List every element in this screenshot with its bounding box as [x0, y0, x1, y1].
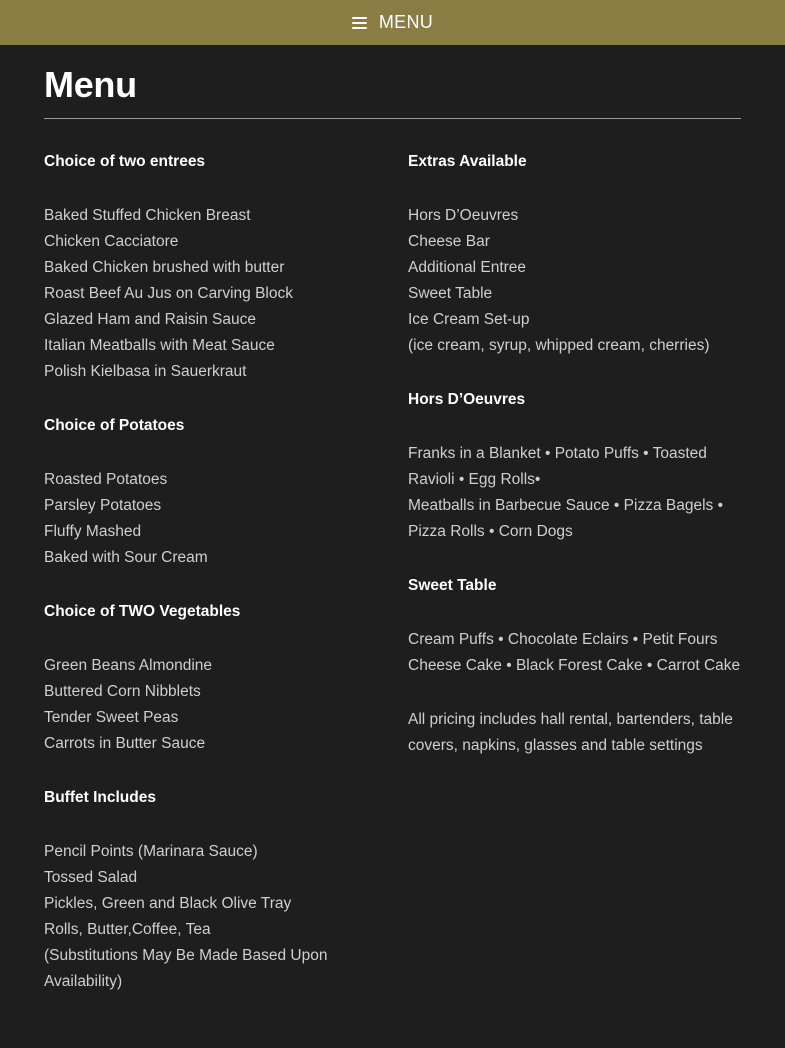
- list-item: Tender Sweet Peas: [44, 709, 179, 726]
- list-item: Roast Beef Au Jus on Carving Block: [44, 285, 293, 302]
- section-buffet-includes: [44, 785, 374, 995]
- list-item: Carrots in Butter Sauce: [44, 735, 206, 752]
- list-item: Cream Puffs • Chocolate Eclairs • Petit Fours: [408, 631, 718, 648]
- list-item: Parsley Potatoes: [44, 497, 162, 514]
- section-heading: Extras Available: [408, 153, 527, 170]
- list-item: Italian Meatballs with Meat Sauce: [44, 337, 275, 354]
- section-list: [408, 441, 743, 545]
- section-vegetables: [44, 599, 374, 757]
- list-item: (Substitutions May Be Made Based Upon Availability): [44, 947, 328, 990]
- list-item: Polish Kielbasa in Sauerkraut: [44, 363, 247, 380]
- list-item: Cheese Bar: [408, 233, 490, 250]
- list-item: Green Beans Almondine: [44, 657, 213, 674]
- section-list: [408, 627, 743, 679]
- list-item: Ice Cream Set-up: [408, 311, 530, 328]
- list-item: Tossed Salad: [44, 869, 138, 886]
- list-item: Roasted Potatoes: [44, 471, 168, 488]
- section-extras: [408, 149, 743, 359]
- section-heading: Hors D’Oeuvres: [408, 391, 526, 408]
- title-divider: [44, 118, 741, 119]
- list-item: Fluffy Mashed: [44, 523, 142, 540]
- list-item: Baked Stuffed Chicken Breast: [44, 207, 251, 224]
- list-item: Baked Chicken brushed with butter: [44, 259, 285, 276]
- section-list: [44, 467, 374, 571]
- list-item: Pickles, Green and Black Olive Tray: [44, 895, 292, 912]
- list-item: Pencil Points (Marinara Sauce): [44, 843, 258, 860]
- section-heading: Choice of two entrees: [44, 153, 206, 170]
- section-sweet-table: [408, 573, 743, 679]
- list-item: Baked with Sour Cream: [44, 549, 208, 566]
- section-heading: Buffet Includes: [44, 789, 156, 806]
- list-item: (ice cream, syrup, whipped cream, cherries): [408, 337, 710, 354]
- list-item: Franks in a Blanket • Potato Puffs • Toasted Ravioli • Egg Rolls•: [408, 445, 707, 488]
- section-list: [44, 839, 374, 995]
- menu-column-right: [408, 149, 743, 787]
- pricing-note: All pricing includes hall rental, bartenders, table covers, napkins, glasses and table settings: [408, 711, 733, 754]
- section-hors-doeuvres: [408, 387, 743, 545]
- top-nav-bar: [0, 0, 785, 45]
- list-item: Chicken Cacciatore: [44, 233, 179, 250]
- section-heading: Choice of Potatoes: [44, 417, 185, 434]
- list-item: Buttered Corn Nibblets: [44, 683, 201, 700]
- section-list: [44, 653, 374, 757]
- list-item: Rolls, Butter,Coffee, Tea: [44, 921, 211, 938]
- section-potatoes: [44, 413, 374, 571]
- section-heading: Choice of TWO Vegetables: [44, 603, 241, 620]
- menu-toggle-label: MENU: [378, 12, 434, 32]
- section-list: [44, 203, 374, 385]
- section-list: [408, 203, 743, 359]
- menu-column-left: [44, 149, 374, 1023]
- page-title: Menu: [44, 64, 137, 105]
- list-item: Glazed Ham and Raisin Sauce: [44, 311, 256, 328]
- list-item: Meatballs in Barbecue Sauce • Pizza Bagels • Pizza Rolls • Corn Dogs: [408, 497, 723, 540]
- list-item: Hors D’Oeuvres: [408, 207, 519, 224]
- list-item: Sweet Table: [408, 285, 493, 302]
- list-item: Additional Entree: [408, 259, 527, 276]
- list-item: Cheese Cake • Black Forest Cake • Carrot Cake: [408, 657, 741, 674]
- section-heading: Sweet Table: [408, 577, 497, 594]
- section-entrees: [44, 149, 374, 385]
- menu-toggle-button[interactable]: [352, 12, 433, 33]
- hamburger-icon: [352, 17, 367, 29]
